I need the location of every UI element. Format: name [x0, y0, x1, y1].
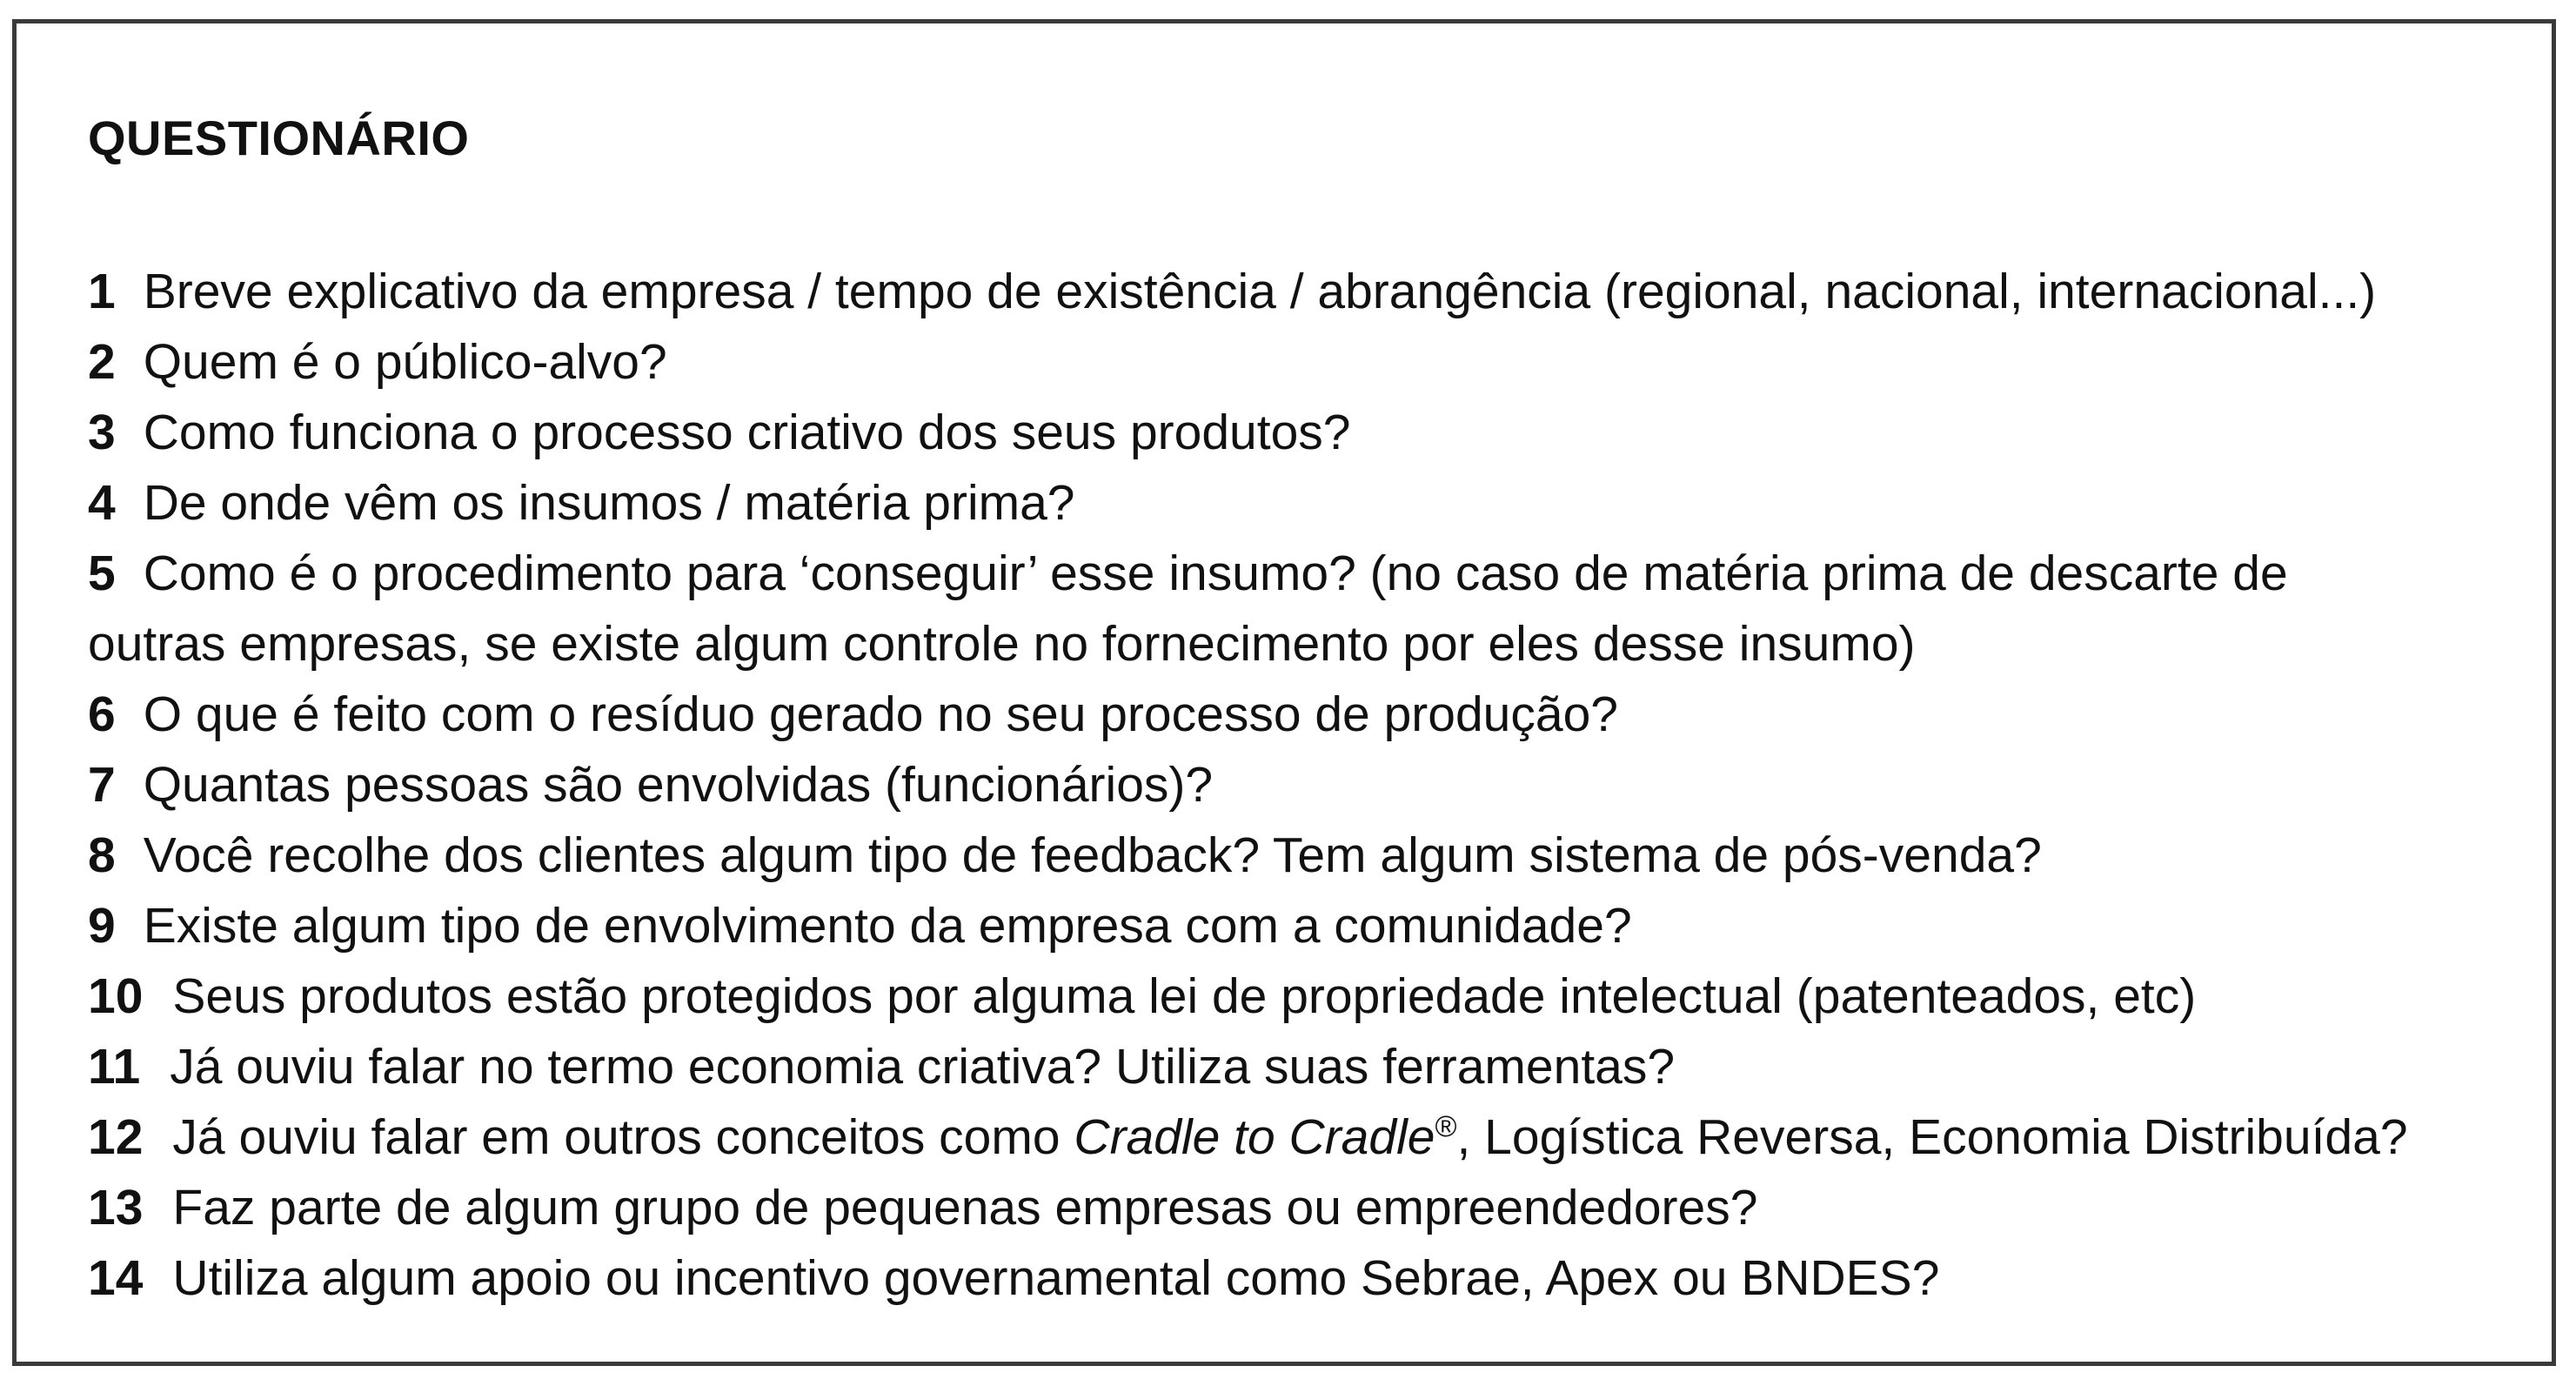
question-number: 14: [88, 1250, 144, 1306]
question-text: Quem é o público-alvo?: [143, 334, 667, 390]
question-text: Quantas pessoas são envolvidas (funcionários)?: [143, 757, 1214, 813]
question-list: [88, 257, 2559, 1314]
question-item: [88, 1173, 2559, 1243]
question-item: [88, 1032, 2559, 1102]
question-item: [88, 539, 2437, 680]
question-text: Utiliza algum apoio ou incentivo governamental como Sebrae, Apex ou BNDES?: [172, 1250, 1940, 1306]
question-text: De onde vêm os insumos / matéria prima?: [143, 475, 1075, 531]
question-item: [88, 327, 2559, 398]
question-number: 11: [88, 1039, 141, 1095]
question-number: 1: [88, 264, 116, 319]
question-text-before: Já ouviu falar em outros conceitos como: [172, 1109, 1074, 1165]
question-item: [88, 1102, 2559, 1173]
question-item: [88, 468, 2559, 539]
question-text-after: , Logística Reversa, Economia Distribuída?: [1456, 1109, 2408, 1165]
question-number: 10: [88, 968, 144, 1024]
question-item: [88, 891, 2559, 961]
question-text: Já ouviu falar no termo economia criativa? Utiliza suas ferramentas?: [170, 1039, 1676, 1095]
question-text: Você recolhe dos clientes algum tipo de feedback? Tem algum sistema de pós-venda?: [143, 827, 2042, 883]
registered-mark: ®: [1435, 1110, 1457, 1143]
question-item: [88, 680, 2559, 750]
question-number: 13: [88, 1180, 144, 1235]
page-title: QUESTIONÁRIO: [88, 110, 470, 165]
question-text: Breve explicativo da empresa / tempo de existência / abrangência (regional, nacional, internacional...): [143, 264, 2377, 319]
question-number: 9: [88, 898, 116, 954]
question-number: 4: [88, 475, 116, 531]
cradle-to-cradle-term: Cradle to Cradle: [1074, 1109, 1435, 1165]
question-number: 5: [88, 546, 116, 601]
question-text: O que é feito com o resíduo gerado no seu processo de produção?: [143, 686, 1618, 742]
question-item: [88, 1243, 2559, 1314]
question-number: 3: [88, 405, 116, 460]
question-text: Seus produtos estão protegidos por alguma lei de propriedade intelectual (patenteados, etc): [172, 968, 2197, 1024]
question-item: [88, 398, 2559, 468]
question-item: [88, 961, 2559, 1032]
question-number: 12: [88, 1109, 144, 1165]
question-text: Como é o procedimento para ‘conseguir’ esse insumo? (no caso de matéria prima de descarte de outras empresas, se existe algum controle no fornecimento por eles desse insumo): [88, 546, 2288, 672]
question-number: 8: [88, 827, 116, 883]
question-number: 7: [88, 757, 116, 813]
question-number: 2: [88, 334, 116, 390]
question-text: Existe algum tipo de envolvimento da empresa com a comunidade?: [143, 898, 1632, 954]
question-number: 6: [88, 686, 116, 742]
question-item: [88, 750, 2559, 820]
document-frame: [12, 19, 2556, 1366]
question-item: [88, 820, 2559, 891]
question-text: Como funciona o processo criativo dos seus produtos?: [143, 405, 1351, 460]
question-item: [88, 257, 2559, 327]
question-text: Faz parte de algum grupo de pequenas empresas ou empreendedores?: [172, 1180, 1758, 1235]
